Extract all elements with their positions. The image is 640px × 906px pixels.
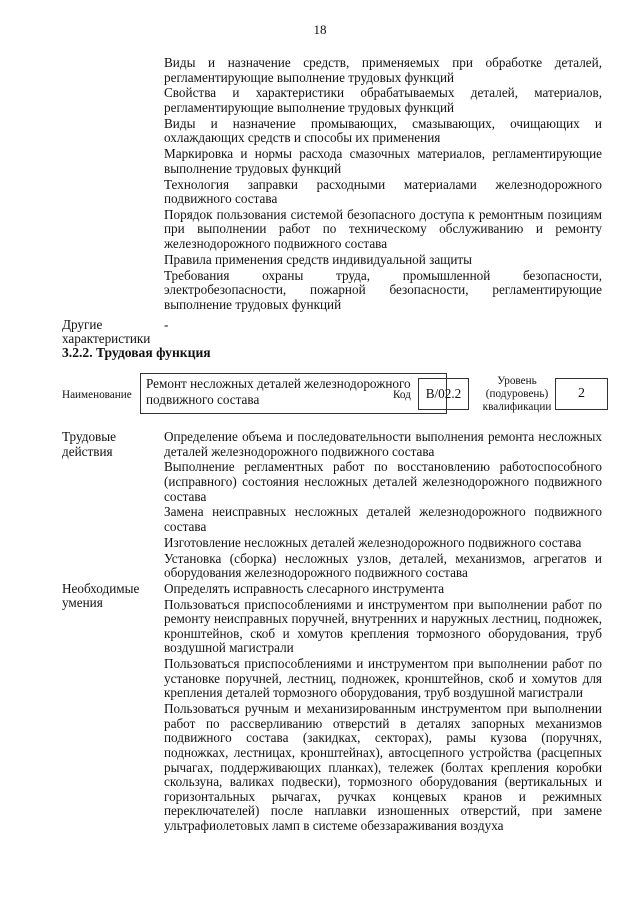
section-title: 3.2.2. Трудовая функция [62,345,211,360]
page-number: 18 [313,22,327,37]
skill-item: Пользоваться ручным и механизированным инструментом при выполнении работ по рассверливанию отверстий в деталях запорных механизмов подвижного состава (закидках, секторах), рамы кузова (поручнях, подножках, лестницах, кронштейнах), автосцепного устройства (расцепных рычагах, поддерживающих планках), тележек (болтах крепления коробки скользуна, валиках подвески), тормозного оборудования (вертикальных и горизонтальных рычагах, ручках концевых кранов и режимных переключателей) после наплавки изношенных отверстий, при замене ультрафиолетовых ламп в системе обеззараживания воздуха [164,701,602,833]
labor-action-item: Определение объема и последовательности выполнения ремонта несложных деталей железнодорожного подвижного состава [164,429,602,459]
required-skills-list [164,582,602,835]
labor-function-details [62,430,602,835]
required-skills-label: Необходимые умения [62,580,140,611]
knowledge-item: Требования охраны труда, промышленной безопасности, электробезопасности, пожарной безопасности, регламентирующие выполнение трудовых функций [164,267,602,312]
knowledge-row [62,56,602,314]
knowledge-item: Свойства и характеристики обрабатываемых деталей, материалов, регламентирующие выполнение трудовых функций [164,85,602,115]
labor-function-header [62,372,607,416]
knowledge-item: Технология заправки расходными материалами железнодорожного подвижного состава [164,176,602,207]
code-value-box: В/02.2 [418,378,469,410]
other-characteristics-row [62,318,602,347]
labor-actions-row [62,430,602,582]
knowledge-item: Порядок пользования системой безопасного доступа к ремонтным позициям при выполнении работ по техническому обслуживанию и ремонту железнодорожного подвижного состава [164,206,602,252]
labor-action-item: Замена неисправных несложных деталей железнодорожного подвижного состава [164,504,602,534]
labor-actions-label: Трудовые действия [62,429,116,459]
level-label: Уровень (подуровень) квалификации [482,375,552,413]
knowledge-label [62,56,164,314]
other-characteristics-text: - [164,316,169,332]
knowledge-item: Виды и назначение промывающих, смазывающих, очищающих и охлаждающих средств и способы их применения [164,115,602,146]
required-skills-row [62,582,602,835]
labor-action-item: Установка (сборка) несложных узлов, деталей, механизмов, агрегатов и оборудования железнодорожного подвижного состава [164,550,602,581]
knowledge-item: Виды и назначение средств, применяемых при обработке деталей, регламентирующие выполнение трудовых функций [164,55,602,85]
knowledge-item: Маркировка и нормы расхода смазочных материалов, регламентирующие выполнение трудовых функций [164,146,602,176]
other-characteristics-label: Другие характеристики [62,316,151,347]
labor-actions-list [164,430,602,582]
other-characteristics-value [164,318,602,347]
knowledge-section [62,56,602,347]
labor-action-item: Выполнение регламентных работ по восстановлению работоспособного (исправного) состояния несложных деталей железнодорожного подвижного состава [164,459,602,504]
name-label: Наименование [62,389,132,401]
skill-item: Пользоваться приспособлениями и инструментом при выполнении работ по ремонту неисправных поручней, внутренних и наружных лестниц, подножек, кронштейнов, скоб и хомутов крепления тормозного оборудования, труб воздушной магистрали [164,596,602,656]
skill-item: Пользоваться приспособлениями и инструментом при выполнении работ по установке поручней, лестниц, подножек, кронштейнов, скоб и хомутов для крепления деталей тормозного оборудования, труб воздушной магистрали [164,656,602,701]
level-value-box: 2 [555,378,608,410]
labor-action-item: Изготовление несложных деталей железнодорожного подвижного состава [164,534,582,550]
knowledge-item: Правила применения средств индивидуальной защиты [164,251,473,267]
name-value-box: Ремонт несложных деталей железнодорожного подвижного состава [140,373,447,414]
code-label: Код [393,389,411,401]
knowledge-list [164,56,602,314]
skill-item: Определять исправность слесарного инструмента [164,580,445,596]
